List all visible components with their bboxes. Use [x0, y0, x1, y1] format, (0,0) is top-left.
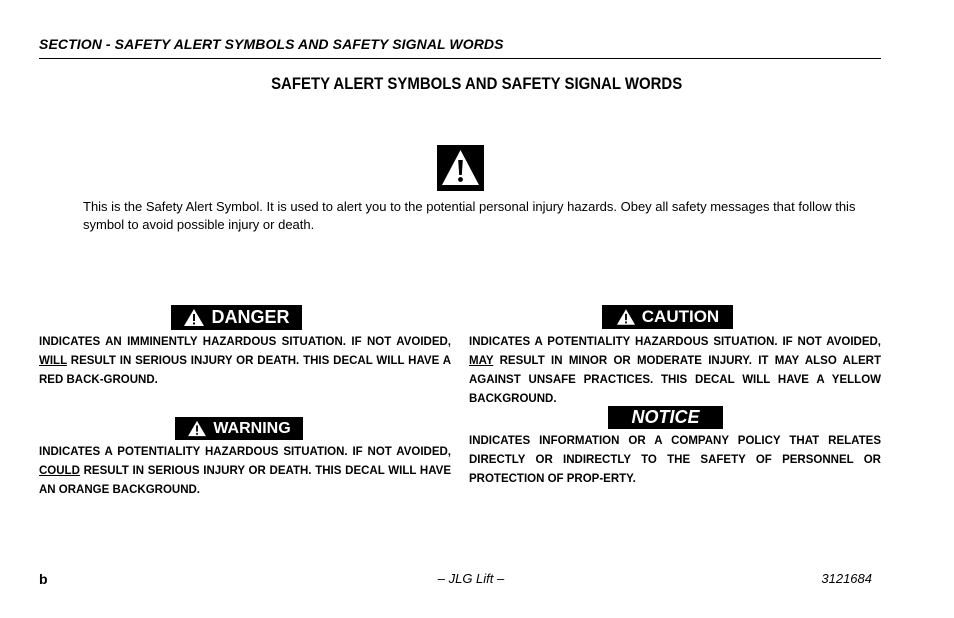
caution-desc-before: INDICATES A POTENTIALITY HAZARDOUS SITUATION. IF NOT AVOIDED,: [469, 336, 881, 348]
warning-label-text: WARNING: [213, 419, 291, 437]
notice-description: INDICATES INFORMATION OR A COMPANY POLICY THAT RELATES DIRECTLY OR INDIRECTLY TO THE SAFETY OF PERSONNEL OR PROTECTION OF PROP-ERTY.: [469, 435, 881, 485]
footer-doc-number: 3121684: [821, 571, 872, 586]
caution-description: [469, 333, 881, 409]
warning-desc-after: RESULT IN SERIOUS INJURY OR DEATH. THIS DECAL WILL HAVE AN ORANGE BACKGROUND.: [39, 465, 451, 496]
caution-label: [602, 305, 733, 329]
warning-label: [175, 417, 303, 440]
safety-alert-symbol-icon: [437, 145, 484, 191]
caution-desc-emphasis: MAY: [469, 355, 494, 367]
warning-desc-emphasis: COULD: [39, 465, 80, 477]
header-rule: [39, 58, 881, 59]
danger-desc-emphasis: WILL: [39, 355, 67, 367]
warning-description: [39, 443, 451, 500]
notice-label: [608, 406, 723, 429]
danger-label-text: DANGER: [211, 307, 290, 327]
danger-desc-before: INDICATES AN IMMINENTLY HAZARDOUS SITUATION. IF NOT AVOIDED,: [39, 336, 451, 348]
page-title: SAFETY ALERT SYMBOLS AND SAFETY SIGNAL WORDS: [271, 74, 683, 93]
warning-triangle-icon: [183, 308, 205, 327]
warning-triangle-icon: [616, 308, 636, 326]
caution-desc-after: RESULT IN MINOR OR MODERATE INJURY. IT MAY ALSO ALERT AGAINST UNSAFE PRACTICES. THIS DECAL WILL HAVE A YELLOW BACKGROUND.: [469, 355, 881, 405]
warning-triangle-icon: [187, 420, 207, 437]
caution-label-text: CAUTION: [641, 307, 720, 326]
notice-label-text: NOTICE: [631, 407, 700, 427]
danger-label: [171, 305, 302, 330]
intro-paragraph: This is the Safety Alert Symbol. It is used to alert you to the potential personal injury hazards. Obey all safety messages that follow this symbol to avoid possible injury or death.: [83, 199, 856, 232]
footer-page-letter: b: [39, 571, 48, 587]
danger-description: [39, 333, 451, 390]
warning-desc-before: INDICATES A POTENTIALITY HAZARDOUS SITUATION. IF NOT AVOIDED,: [39, 446, 451, 458]
section-header: SECTION - SAFETY ALERT SYMBOLS AND SAFETY SIGNAL WORDS: [39, 36, 504, 52]
footer-center-text: – JLG Lift –: [437, 571, 505, 586]
danger-desc-after: RESULT IN SERIOUS INJURY OR DEATH. THIS DECAL WILL HAVE A RED BACK-GROUND.: [39, 355, 451, 386]
